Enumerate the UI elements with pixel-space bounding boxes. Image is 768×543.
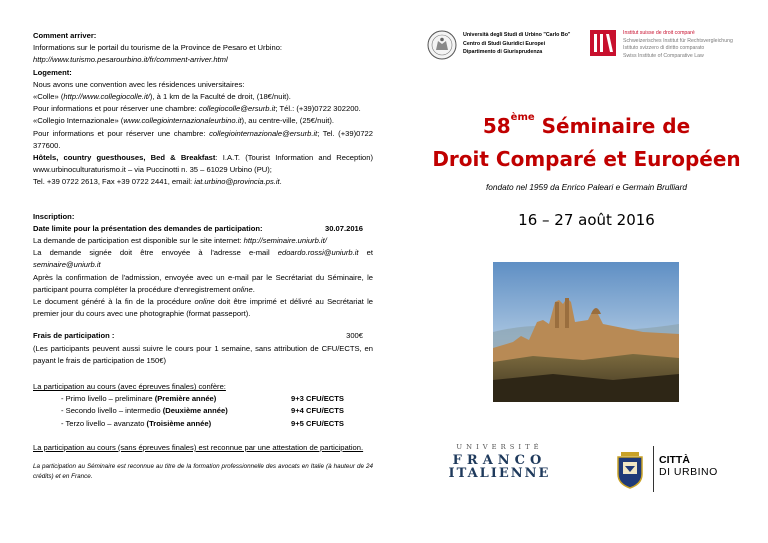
- colle-contact-suffix: ; Tél.: (+39)0722 302200.: [275, 104, 361, 114]
- title-sup: ème: [510, 112, 535, 123]
- university-seal-icon: [427, 30, 457, 60]
- spacer: [33, 189, 373, 211]
- hotels-line: [33, 152, 373, 176]
- arrive-url[interactable]: http://www.turismo.pesarourbino.it/fr/comment-arriver.html: [33, 55, 228, 65]
- intl-suffix: ), au centre-ville, (25€/nuit).: [241, 116, 334, 126]
- level-year: (Deuxième année): [162, 406, 228, 416]
- citta-line-1: CITTÀ: [659, 454, 690, 466]
- hotels-email[interactable]: iat.urbino@provincia.ps.it: [194, 177, 280, 187]
- signed-email-1[interactable]: edoardo.rossi@uniurb.it: [277, 248, 359, 258]
- hotels-contact: [33, 176, 373, 188]
- university-department: Dipartimento di Giurisprudenza: [463, 49, 543, 56]
- arrive-text: Informations sur le portail du tourisme de la Province de Pesaro et Urbino:: [33, 43, 283, 53]
- spacer: [33, 430, 373, 442]
- level-item: [61, 418, 373, 430]
- colle-line: [33, 91, 373, 103]
- fees-label: Frais de participation :: [33, 331, 115, 341]
- colle-url[interactable]: http://www.collegiocolle.it/: [63, 92, 150, 102]
- isdc-line-fr: Institut suisse de droit comparé: [623, 30, 695, 36]
- title-number: 58: [482, 114, 511, 138]
- level-credits: 9+3 CFU/ECTS: [291, 394, 344, 404]
- uf-line-2: FRANCO: [452, 453, 547, 468]
- fees-row: [33, 330, 373, 342]
- deadline-row: [33, 223, 373, 235]
- fees-amount: 300€: [346, 331, 363, 341]
- deadline-date: 30.07.2016: [324, 223, 363, 233]
- title-rest: Séminaire de: [534, 114, 691, 138]
- intl-contact-prefix: Pour informations et pour réserver une chambre:: [33, 128, 210, 138]
- form-line: [33, 235, 373, 247]
- doc-online: online: [194, 297, 215, 307]
- citta-line-2: DI URBINO: [659, 465, 718, 478]
- level-text: - Primo livello – preliminare: [61, 394, 155, 404]
- isdc-header: [623, 30, 733, 60]
- level-item: [61, 393, 373, 405]
- hotels-contact-prefix: Tel. +39 0722 2613, Fax +39 0722 2441, email:: [33, 177, 195, 187]
- intl-email[interactable]: collegiointernazionale@ersurb.it: [209, 128, 318, 138]
- confirm-text: Après la confirmation de l'admission, envoyée avec un e-mail par le Secrétariat du Séminaire, le participant pourra compléter la procédure d'enregistrement: [33, 272, 373, 294]
- intl-prefix: «Collegio Internazionale» (: [33, 116, 124, 126]
- confirm-line: [33, 272, 373, 296]
- colle-prefix: «Colle» (: [33, 92, 64, 102]
- level-text: - Terzo livello – avanzato: [61, 418, 147, 428]
- signed-line: [33, 247, 373, 271]
- footnote: La participation au Séminaire est reconnue au titre de la formation professionnelle des avocats en Italie (à hauteur de 24 crédits) et en France.: [33, 463, 373, 480]
- seminar-dates: 16 – 27 août 2016: [518, 211, 655, 229]
- intl-contact: [33, 128, 373, 152]
- level-year: (Première année): [154, 394, 217, 404]
- form-prefix: La demande de participation est disponible sur le site internet:: [33, 236, 244, 246]
- university-header: [463, 31, 570, 57]
- seminar-title: [405, 114, 768, 138]
- inscription-heading: Inscription:: [33, 211, 75, 221]
- doc-prefix: Le document généré à la fin de la procédure: [33, 297, 195, 307]
- levels-list: [61, 393, 373, 430]
- seminar-title-line2: Droit Comparé et Européen: [432, 147, 741, 171]
- form-url[interactable]: http://seminaire.uniurb.it/: [243, 236, 327, 246]
- colle-email[interactable]: collegiocolle@ersurb.it: [198, 104, 276, 114]
- level-year: (Troisième année): [146, 418, 212, 428]
- isdc-line-de: Schweizerisches Institut für Rechtsvergleichung: [623, 37, 733, 44]
- citta-di-urbino-logo: [659, 455, 718, 478]
- logo-divider: [653, 446, 654, 492]
- level-credits: 9+5 CFU/ECTS: [291, 418, 344, 428]
- fees-note: (Les participants peuvent aussi suivre le cours pour 1 semaine, sans attribution de CFU/ECTS, en payant le frais de participation de 150€): [33, 343, 373, 365]
- university-name: Università degli Studi di Urbino "Carlo Bo": [463, 32, 571, 38]
- signed-mid: et: [358, 248, 373, 258]
- urbino-crest-icon: [613, 448, 647, 490]
- doc-line: [33, 296, 373, 320]
- university-centre: Centro di Studi Giuridici Europei: [463, 40, 546, 47]
- lodging-intro: Nous avons une convention avec les résidences universitaires:: [33, 79, 245, 89]
- colle-contact-prefix: Pour informations et pour réserver une chambre:: [33, 104, 199, 114]
- left-column: [33, 30, 373, 481]
- isdc-line-en: Swiss Institute of Comparative Law: [623, 52, 704, 59]
- exam-heading: La participation au cours (avec épreuves finales) confère:: [33, 382, 226, 392]
- confirm-end: .: [252, 284, 255, 294]
- level-credits: 9+4 CFU/ECTS: [291, 406, 344, 416]
- colle-contact: [33, 103, 373, 115]
- intl-contact-suffix: ; Tel. (+39)0722 377600.: [33, 128, 373, 150]
- urbino-photo: [493, 262, 679, 402]
- hotels-contact-suffix: .: [279, 177, 282, 187]
- universite-franco-italienne-logo: [442, 443, 557, 503]
- uf-line-1: UNIVERSITÉ: [456, 443, 543, 451]
- spacer: [33, 367, 373, 381]
- signed-prefix: La demande signée doit être envoyée à l'adresse e-mail: [33, 248, 278, 258]
- isdc-logo-icon: [590, 30, 616, 56]
- level-text: - Secondo livello – intermedio: [61, 406, 163, 416]
- intl-line: [33, 115, 373, 127]
- arrive-heading: Comment arriver:: [33, 31, 97, 40]
- hotels-bold: Hôtels, country guesthouses, Bed & Breakfast: [33, 153, 216, 163]
- isdc-line-it: Istituto svizzero di diritto comparato: [623, 45, 705, 52]
- no-exam-text: La participation au cours (sans épreuves finales) est reconnue par une attestation de participation.: [33, 442, 364, 452]
- level-item: [61, 405, 373, 417]
- uf-line-3: ITALIENNE: [448, 466, 551, 481]
- intl-url[interactable]: www.collegiointernazionaleurbino.it: [123, 116, 242, 126]
- founded-subtitle: fondato nel 1959 da Enrico Paleari e Germain Brulliard: [485, 182, 688, 192]
- signed-email-2[interactable]: seminaire@uniurb.it: [33, 260, 101, 270]
- doc-suffix: doit être imprimé et délivré au Secrétariat le premier jour du cours avec une photographie (format passeport).: [33, 297, 373, 319]
- deadline-label: Date limite pour la présentation des demandes de participation:: [33, 223, 263, 233]
- lodging-heading: Logement:: [33, 67, 72, 77]
- colle-suffix: ), à 1 km de la Faculté de droit, (18€/nuit).: [149, 92, 291, 102]
- spacer: [33, 320, 373, 330]
- right-column: [405, 0, 768, 543]
- confirm-online: online: [232, 284, 253, 294]
- hotels-text: : I.A.T. (Tourist Information and Reception) www.urbinoculturaturismo.it – via Puccinotti n. 35 – 61029 Urbino (PU);: [33, 153, 373, 175]
